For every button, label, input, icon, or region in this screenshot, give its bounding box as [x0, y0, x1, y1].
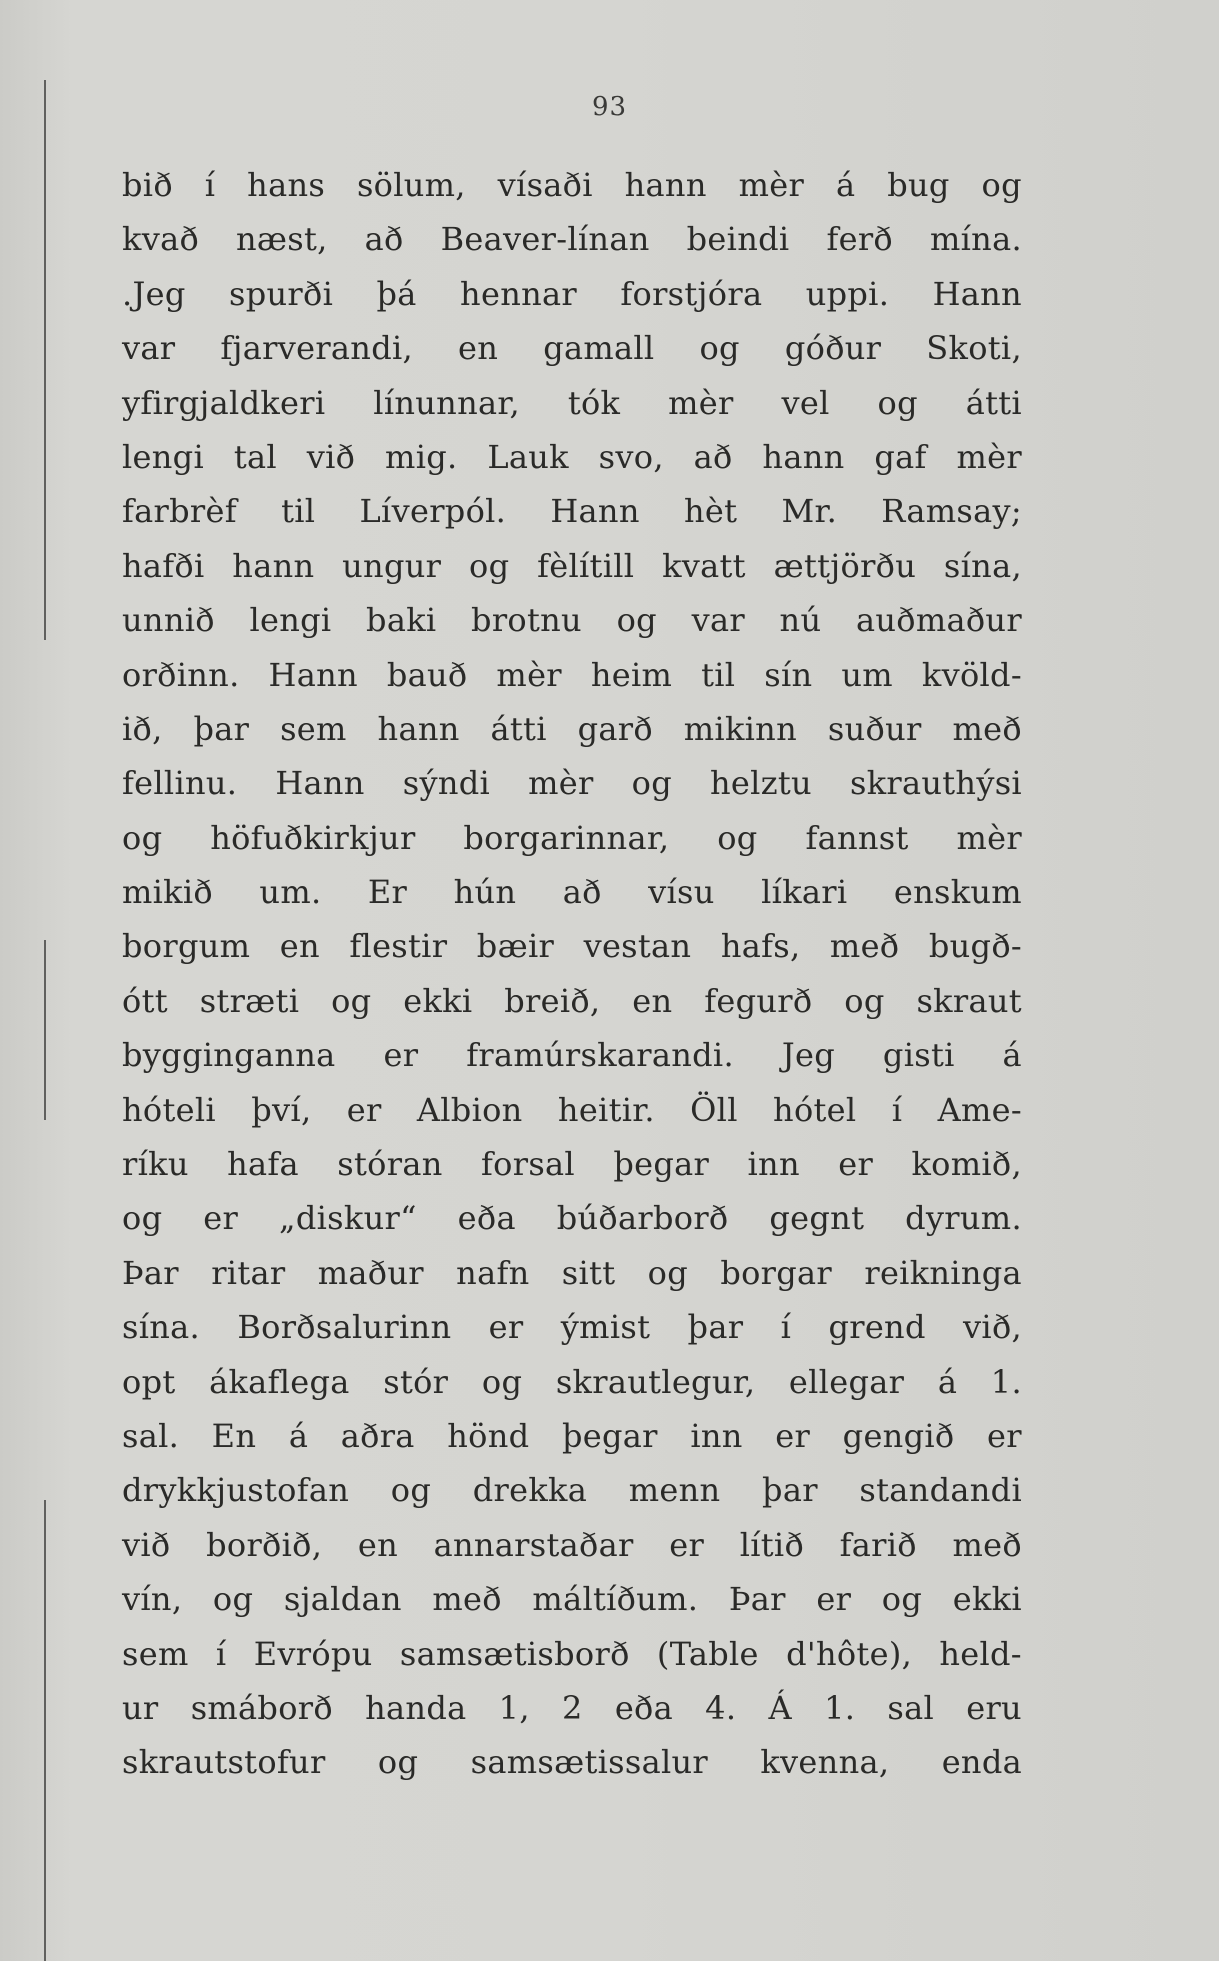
- word: og: [631, 764, 672, 803]
- word: kvenna,: [760, 1743, 890, 1782]
- word: Borðsalurinn: [237, 1308, 452, 1347]
- word: 2: [561, 1688, 583, 1727]
- word: og: [616, 601, 657, 640]
- word: Hann: [268, 655, 358, 694]
- word: mèr: [956, 818, 1022, 857]
- word: vestan: [583, 927, 692, 966]
- word: hótel: [773, 1090, 857, 1129]
- word: í: [780, 1308, 792, 1347]
- word: og: [717, 818, 758, 857]
- word: á: [288, 1416, 309, 1455]
- word: yfirgjaldkeri: [122, 383, 326, 422]
- word: bauð: [386, 655, 468, 694]
- word: með: [432, 1580, 502, 1619]
- text-line: [122, 1627, 1022, 1681]
- word: smáborð: [190, 1688, 333, 1727]
- word: annarstaðar: [433, 1525, 634, 1564]
- word: borgum: [122, 927, 251, 966]
- text-line: [122, 1572, 1022, 1626]
- word: var: [122, 329, 176, 368]
- word: ellegar: [788, 1362, 905, 1401]
- word: spurði: [229, 274, 334, 313]
- word: hönd: [447, 1416, 530, 1455]
- word: uppi.: [805, 274, 890, 313]
- word: stóran: [337, 1145, 443, 1184]
- word: baki: [366, 601, 437, 640]
- word: Þar: [122, 1253, 179, 1292]
- word: forsal: [481, 1145, 575, 1184]
- word: en: [279, 927, 320, 966]
- word: og: [981, 166, 1022, 204]
- word: Líverpól.: [359, 492, 507, 531]
- word: 1.: [824, 1688, 856, 1727]
- word: ýmist: [560, 1308, 651, 1347]
- word: að: [364, 220, 404, 259]
- word: en: [357, 1525, 398, 1564]
- word: og: [647, 1253, 689, 1292]
- word: 1.: [990, 1362, 1022, 1401]
- text-line: [122, 974, 1022, 1028]
- word: næst,: [236, 220, 328, 259]
- word: en: [632, 981, 673, 1020]
- text-line: [122, 1083, 1022, 1137]
- word: átti: [965, 383, 1022, 422]
- word: og: [122, 818, 163, 857]
- word: ótt: [122, 981, 168, 1020]
- word: sína.: [122, 1308, 201, 1347]
- word: Beaver-línan: [440, 220, 650, 259]
- word: er: [383, 1036, 419, 1075]
- word: fellinu.: [122, 764, 238, 803]
- text-line: [122, 1409, 1022, 1463]
- word: suður: [827, 709, 922, 748]
- word: gaf: [874, 437, 927, 476]
- word: breið,: [504, 981, 601, 1020]
- page-number: 93: [591, 92, 628, 122]
- word: gisti: [882, 1036, 955, 1075]
- word: Ramsay;: [881, 492, 1022, 531]
- word: því,: [251, 1090, 312, 1129]
- word: Skoti,: [926, 329, 1022, 368]
- word: heitir.: [557, 1090, 655, 1129]
- word: við,: [963, 1308, 1022, 1347]
- word: enskum: [893, 873, 1022, 912]
- word: nafn: [456, 1253, 530, 1292]
- word: unnið: [122, 601, 215, 640]
- word: stór: [383, 1362, 449, 1401]
- word: með: [952, 1525, 1022, 1564]
- word: í: [891, 1090, 903, 1129]
- word: líkari: [761, 873, 848, 912]
- word: átti: [490, 709, 547, 748]
- binding-edge-line: [44, 80, 46, 640]
- word: í: [204, 166, 216, 204]
- word: eru: [966, 1688, 1022, 1727]
- word: með: [829, 927, 900, 966]
- word: heim: [590, 655, 673, 694]
- word: ið,: [122, 709, 163, 748]
- text-line: [122, 702, 1022, 756]
- word: sal: [887, 1688, 935, 1727]
- word: fjarverandi,: [220, 329, 414, 368]
- word: línunnar,: [373, 383, 520, 422]
- word: flestir: [349, 927, 448, 966]
- word: bæir: [476, 927, 555, 966]
- word: bug: [887, 166, 950, 204]
- word: ur: [122, 1688, 159, 1727]
- word: bugð-: [928, 927, 1022, 966]
- text-line: [122, 811, 1022, 865]
- word: er: [816, 1580, 852, 1619]
- text-line: [122, 1246, 1022, 1300]
- word: með: [952, 709, 1022, 748]
- word: búðarborð: [556, 1199, 729, 1238]
- word: mikið: [122, 873, 213, 912]
- word: þegar: [561, 1416, 658, 1455]
- text-line: [122, 1300, 1022, 1354]
- text-line: [122, 1463, 1022, 1517]
- word: Hann: [550, 492, 640, 531]
- word: skrauthýsi: [849, 764, 1022, 803]
- word: vísu: [648, 873, 715, 912]
- word: borgar: [720, 1253, 833, 1292]
- word: Albion: [416, 1090, 523, 1129]
- word: skraut: [916, 981, 1022, 1020]
- word: ferð: [826, 220, 893, 259]
- text-line: [122, 648, 1022, 702]
- word: Á: [768, 1688, 792, 1727]
- word: bygginganna: [122, 1036, 336, 1075]
- word: helztu: [710, 764, 812, 803]
- word: og: [699, 329, 740, 368]
- word: Evrópu: [253, 1634, 373, 1673]
- word: tók: [567, 383, 621, 422]
- text-line: [122, 267, 1022, 321]
- word: skrautlegur,: [555, 1362, 756, 1401]
- word: í: [215, 1634, 227, 1673]
- word: kvöld-: [921, 655, 1022, 694]
- word: ekki: [403, 981, 473, 1020]
- word: þá: [376, 274, 417, 313]
- word: sem: [122, 1634, 189, 1673]
- word: sín: [764, 655, 813, 694]
- binding-edge-line: [44, 1500, 46, 1961]
- word: og: [469, 546, 510, 585]
- word: vísaði: [497, 166, 593, 204]
- word: og: [844, 981, 885, 1020]
- word: mèr: [738, 166, 805, 204]
- word: eða: [614, 1688, 673, 1727]
- word: grend: [828, 1308, 926, 1347]
- text-line: [122, 1137, 1022, 1191]
- word: er: [346, 1090, 382, 1129]
- word: og: [390, 1471, 432, 1510]
- word: og: [331, 981, 372, 1020]
- word: Öll: [690, 1090, 738, 1129]
- word: Mr.: [781, 492, 838, 531]
- word: fannst: [805, 818, 909, 857]
- word: kvað: [122, 220, 200, 259]
- word: ríku: [122, 1145, 189, 1184]
- word: d'hôte),: [786, 1634, 913, 1673]
- word: er: [987, 1416, 1022, 1455]
- word: borgarinnar,: [463, 818, 670, 857]
- word: á: [937, 1362, 958, 1401]
- text-line: [122, 484, 1022, 538]
- word: um: [841, 655, 893, 694]
- word: Jeg: [781, 1036, 835, 1075]
- word: tal: [233, 437, 277, 476]
- word: en: [458, 329, 499, 368]
- word: held-: [939, 1634, 1022, 1673]
- word: að: [562, 873, 602, 912]
- body-text: [122, 158, 1022, 1790]
- text-line: [122, 158, 1022, 212]
- word: enda: [941, 1743, 1022, 1782]
- word: borðið,: [206, 1525, 323, 1564]
- word: og: [481, 1362, 523, 1401]
- word: aðra: [340, 1416, 415, 1455]
- word: hafa: [227, 1145, 299, 1184]
- word: stræti: [199, 981, 300, 1020]
- word: drekka: [472, 1471, 588, 1510]
- word: brotnu: [471, 601, 582, 640]
- word: sjaldan: [283, 1580, 402, 1619]
- text-line: [122, 539, 1022, 593]
- word: þar: [687, 1308, 744, 1347]
- word: hún: [453, 873, 517, 912]
- word: farið: [839, 1525, 917, 1564]
- word: mèr: [956, 437, 1022, 476]
- word: gamall: [543, 329, 655, 368]
- word: En: [211, 1416, 257, 1455]
- word: handa: [365, 1688, 467, 1727]
- word: samsætissalur: [470, 1743, 709, 1782]
- word: er: [669, 1525, 705, 1564]
- word: góður: [784, 329, 882, 368]
- text-line: [122, 376, 1022, 430]
- text-line: [122, 919, 1022, 973]
- text-line: [122, 1028, 1022, 1082]
- word: höfuðkirkjur: [210, 818, 416, 857]
- word: kvatt: [662, 546, 746, 585]
- word: farbrèf: [122, 492, 237, 531]
- text-line: [122, 1681, 1022, 1735]
- word: dyrum.: [905, 1199, 1022, 1238]
- word: og: [877, 383, 918, 422]
- word: mig.: [385, 437, 458, 476]
- word: inn: [690, 1416, 743, 1455]
- text-line: [122, 430, 1022, 484]
- word: er: [488, 1308, 524, 1347]
- word: hafs,: [720, 927, 801, 966]
- word: reikninga: [864, 1253, 1022, 1292]
- text-line: [122, 1518, 1022, 1572]
- word: við: [122, 1525, 171, 1564]
- word: eða: [457, 1199, 516, 1238]
- word: er: [838, 1145, 874, 1184]
- text-line: [122, 756, 1022, 810]
- word: hann: [762, 437, 845, 476]
- text-line: [122, 321, 1022, 375]
- word: þar: [193, 709, 250, 748]
- word: bið: [122, 166, 173, 204]
- word: á: [835, 166, 856, 204]
- word: að: [693, 437, 733, 476]
- word: garð: [577, 709, 653, 748]
- word: menn: [628, 1471, 721, 1510]
- word: Lauk: [487, 437, 569, 476]
- word: skrautstofur: [122, 1743, 326, 1782]
- word: hafði: [122, 546, 205, 585]
- word: sölum,: [356, 166, 466, 204]
- word: vín,: [122, 1580, 183, 1619]
- word: svo,: [598, 437, 664, 476]
- word: þegar: [613, 1145, 710, 1184]
- word: mèr: [496, 655, 562, 694]
- word: Þar: [728, 1580, 786, 1619]
- word: orðinn.: [122, 655, 240, 694]
- word: sýndi: [402, 764, 491, 803]
- word: forstjóra: [620, 274, 763, 313]
- word: lengi: [249, 601, 332, 640]
- word: Ame-: [937, 1090, 1022, 1129]
- word: hann: [232, 546, 315, 585]
- word: beindi: [686, 220, 790, 259]
- word: opt: [122, 1362, 176, 1401]
- word: Er: [367, 873, 408, 912]
- word: hann: [624, 166, 707, 204]
- word: sína,: [943, 546, 1022, 585]
- word: og: [377, 1743, 419, 1782]
- word: 1,: [498, 1688, 530, 1727]
- text-line: [122, 212, 1022, 266]
- word: til: [281, 492, 316, 531]
- word: og: [212, 1580, 254, 1619]
- word: komið,: [911, 1145, 1022, 1184]
- text-line: [122, 1191, 1022, 1245]
- binding-edge-line: [44, 940, 46, 1120]
- word: við: [306, 437, 356, 476]
- word: er: [775, 1416, 811, 1455]
- word: ritar: [211, 1253, 286, 1292]
- word: hennar: [460, 274, 577, 313]
- word: fèlítill: [537, 546, 635, 585]
- word: gengið: [842, 1416, 955, 1455]
- word: Hann: [275, 764, 365, 803]
- text-line: [122, 1735, 1022, 1789]
- word: maður: [317, 1253, 424, 1292]
- word: lítið: [739, 1525, 805, 1564]
- word: og: [881, 1580, 923, 1619]
- word: ættjörðu: [773, 546, 917, 585]
- word: til: [701, 655, 736, 694]
- word: .Jeg: [122, 274, 186, 313]
- word: þar: [762, 1471, 818, 1510]
- word: standandi: [859, 1471, 1022, 1510]
- word: mèr: [668, 383, 734, 422]
- text-line: [122, 593, 1022, 647]
- word: samsætisborð: [399, 1634, 630, 1673]
- word: (Table: [656, 1634, 759, 1673]
- word: nú: [779, 601, 822, 640]
- word: „diskur“: [278, 1199, 417, 1238]
- word: sal.: [122, 1416, 180, 1455]
- word: var: [691, 601, 745, 640]
- word: 4.: [705, 1688, 737, 1727]
- word: gegnt: [769, 1199, 865, 1238]
- word: sem: [280, 709, 347, 748]
- text-line: [122, 865, 1022, 919]
- word: og: [122, 1199, 163, 1238]
- word: fegurð: [704, 981, 813, 1020]
- word: lengi: [122, 437, 204, 476]
- word: vel: [781, 383, 830, 422]
- text-line: [122, 1355, 1022, 1409]
- word: á: [1002, 1036, 1022, 1075]
- word: hann: [377, 709, 460, 748]
- word: hóteli: [122, 1090, 216, 1129]
- word: auðmaður: [855, 601, 1022, 640]
- word: drykkjustofan: [122, 1471, 350, 1510]
- word: ekki: [952, 1580, 1022, 1619]
- word: hans: [247, 166, 326, 204]
- word: framúrskarandi.: [466, 1036, 734, 1075]
- word: ungur: [342, 546, 442, 585]
- word: hèt: [683, 492, 738, 531]
- word: Hann: [932, 274, 1022, 313]
- word: mína.: [929, 220, 1022, 259]
- word: máltíðum.: [532, 1580, 699, 1619]
- word: um.: [259, 873, 322, 912]
- word: mikinn: [683, 709, 798, 748]
- word: ákaflega: [209, 1362, 350, 1401]
- word: sitt: [561, 1253, 616, 1292]
- word: inn: [747, 1145, 800, 1184]
- word: mèr: [528, 764, 594, 803]
- word: er: [203, 1199, 239, 1238]
